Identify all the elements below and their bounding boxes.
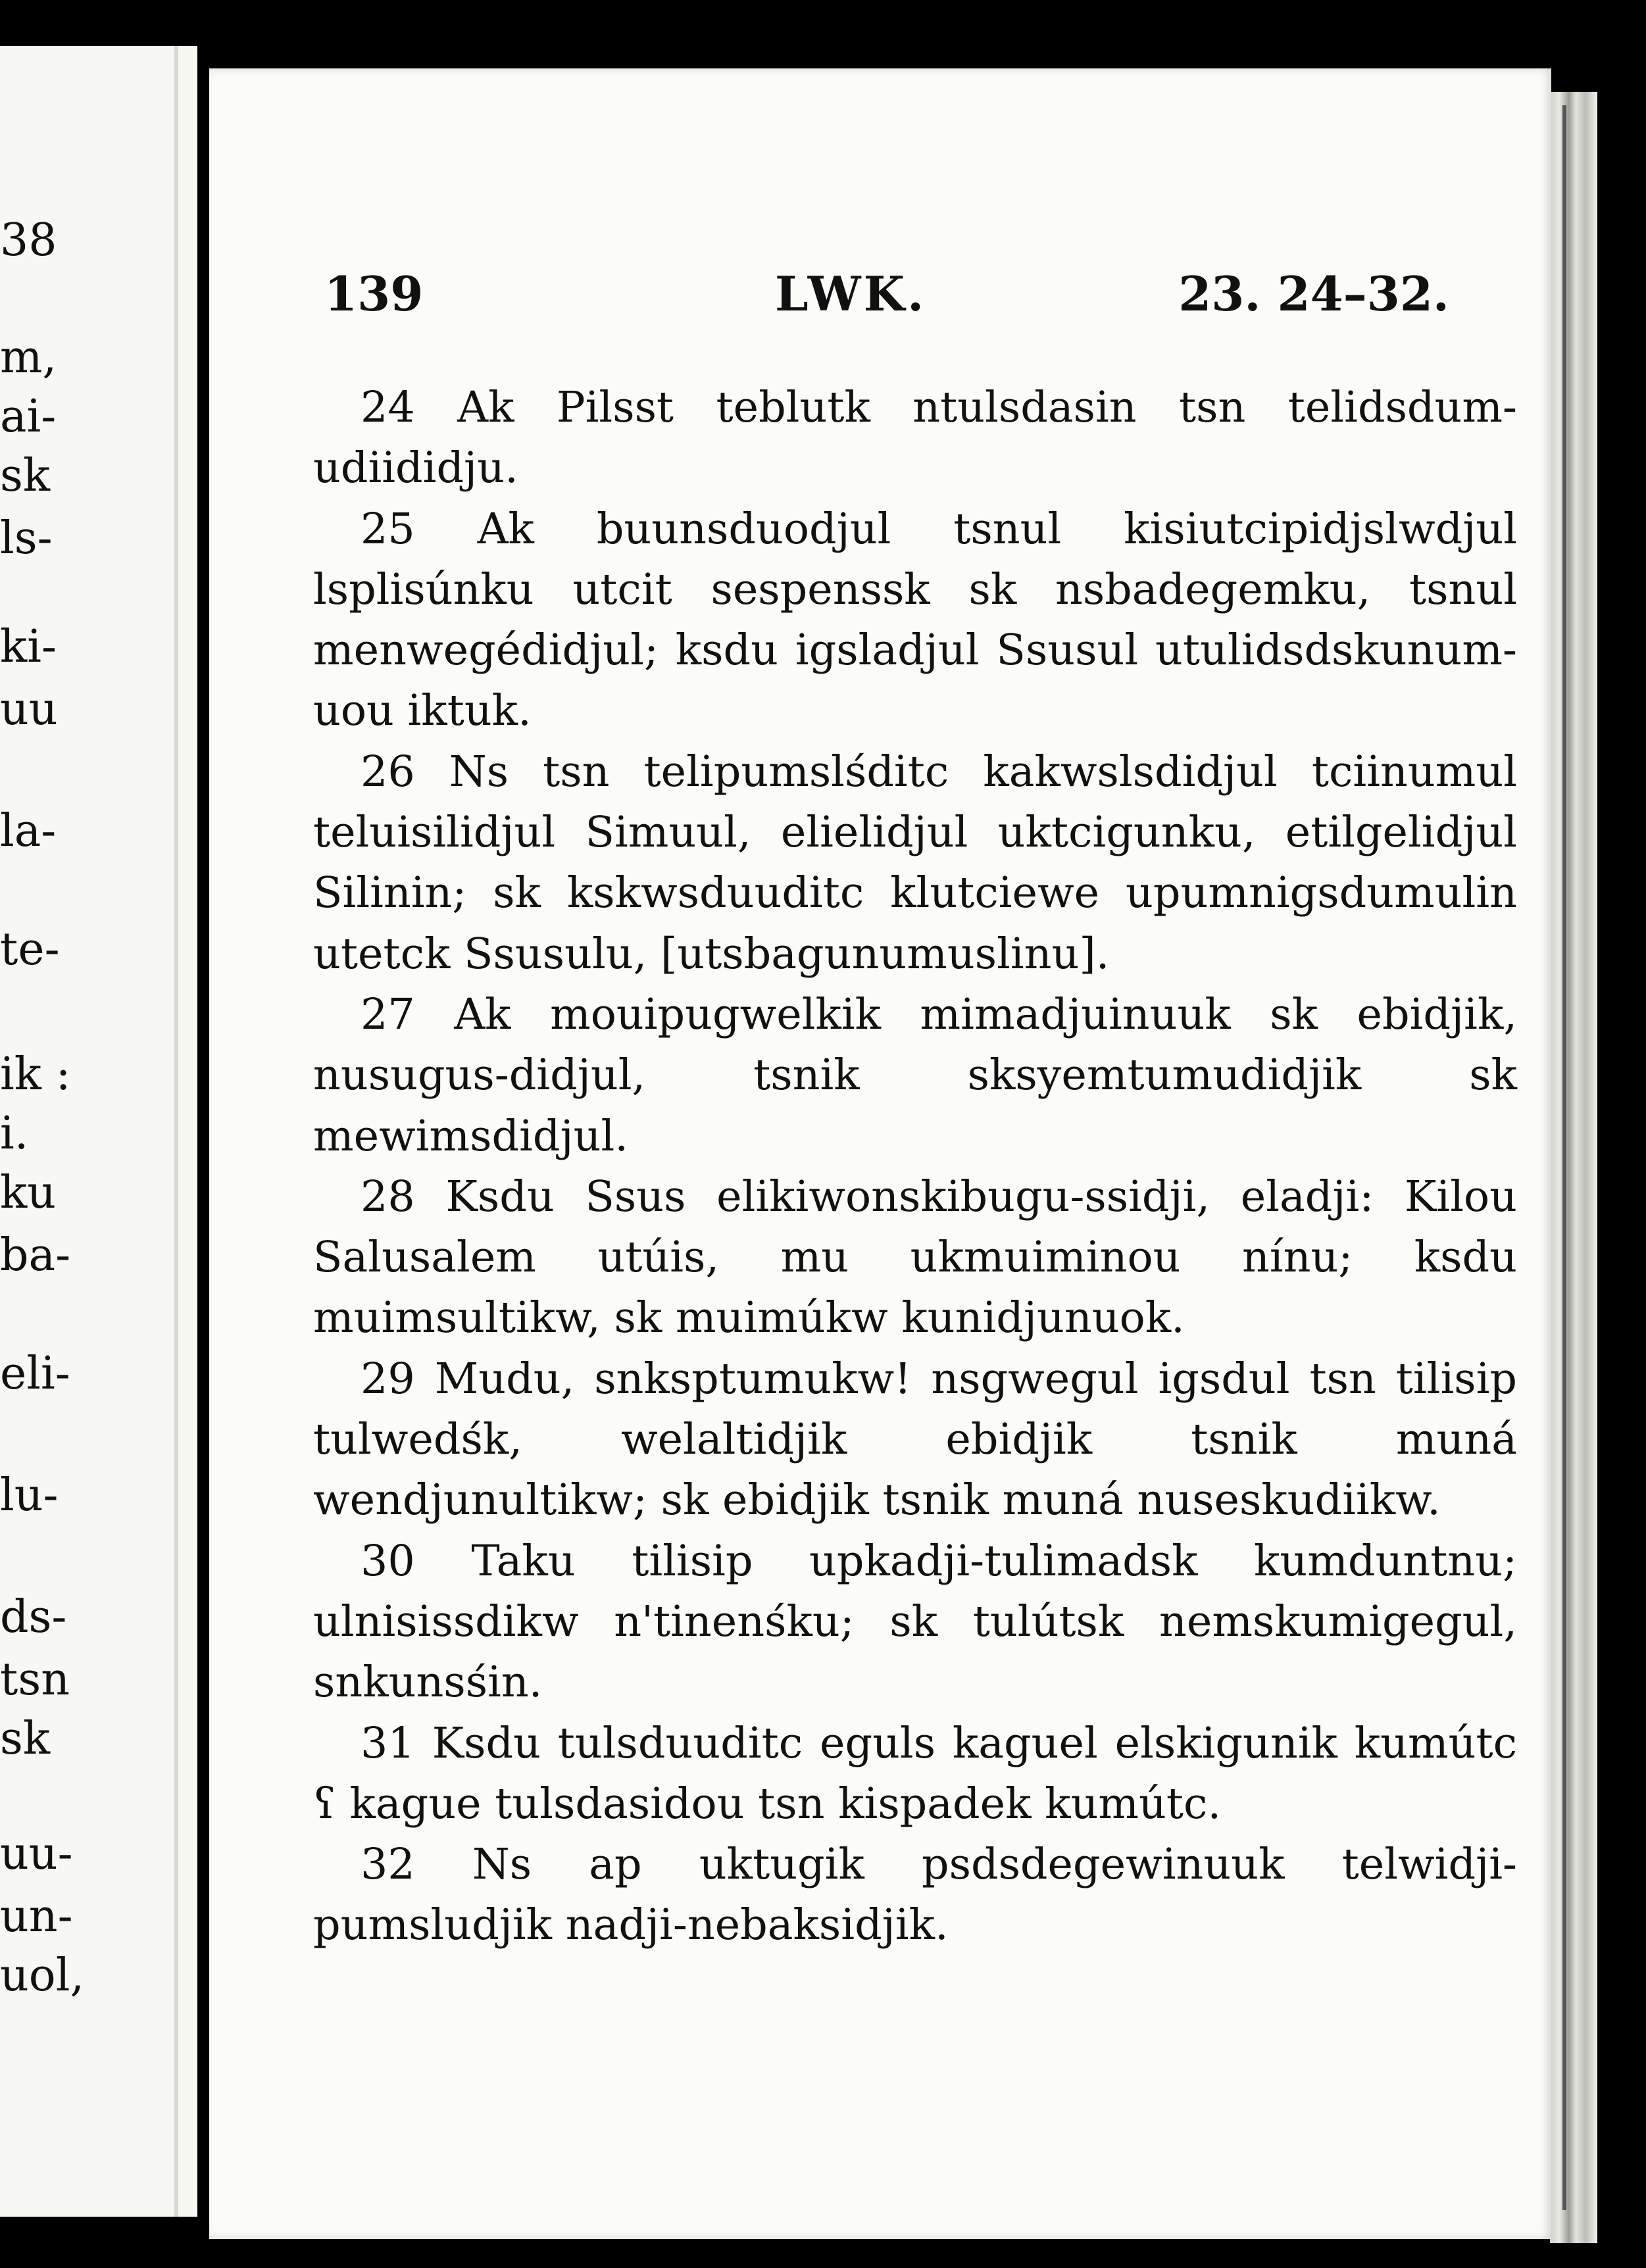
verse-32 <box>313 1835 1517 1956</box>
page-edge <box>174 46 178 2217</box>
left-fragment: ik : <box>0 1048 71 1100</box>
right-page <box>209 68 1551 2239</box>
left-fragment: ku <box>0 1167 56 1219</box>
left-fragment: un- <box>0 1890 73 1942</box>
page-number: 139 <box>324 266 424 322</box>
verse-number: 24 <box>361 383 415 432</box>
verse-24 <box>313 378 1517 499</box>
verse-number: 31 <box>361 1718 415 1768</box>
verse-text: Ak mouipugwelkik mimadjuinuuk sk ebidjik, nusugus-didjul, tsnik sksyemtumudidjik sk mewimsdidjul. <box>313 989 1517 1161</box>
verse-29 <box>313 1349 1517 1531</box>
left-fragment: tsn <box>0 1654 70 1706</box>
verse-text: Ak buunsduodjul tsnul kisiutcipidjslwdjul lsplisúnku utcit sespenssk sk nsbadegemku, tsnul menwegédidjul; ksdu igsladjul Ssusul utulidsdskunum-uou iktuk. <box>313 504 1517 736</box>
left-fragment: ki- <box>0 621 57 673</box>
verse-text: Ns ap uktugik psdsdegewinuuk telwidjipumsludjik nadji-nebaksidjik. <box>313 1840 1517 1950</box>
verse-text: Taku tilisip upkadji-tulimadsk kumduntnu; ulnisissdikw n'tinenśku; sk tulútsk nemskumigegul, snkunsśin. <box>313 1536 1517 1708</box>
verse-number: 25 <box>361 504 415 554</box>
left-fragment: te- <box>0 924 60 975</box>
verse-25 <box>313 499 1517 742</box>
left-fragment: uu <box>0 683 58 735</box>
left-fragment: uol, <box>0 1950 85 2002</box>
left-fragment: ai- <box>0 391 57 443</box>
verse-number: 26 <box>361 747 415 797</box>
verse-text: Ak Pilsst teblutk ntulsdasin tsn telidsdum-udiididju. <box>313 383 1517 493</box>
left-fragment: uu- <box>0 1828 73 1880</box>
chapter-verse-range: 23. 24–32. <box>1178 266 1449 322</box>
left-fragment: la- <box>0 805 57 857</box>
verse-30 <box>313 1531 1517 1713</box>
verse-text: Mudu, snksptumukw! nsgwegul igsdul tsn tilisip tulwedśk, welaltidjik ebidjik tsnik muná wendjunultikw; sk ebidjik tsnik muná nuseskudiikw. <box>313 1354 1517 1525</box>
verse-26 <box>313 742 1517 985</box>
verse-number: 29 <box>361 1354 415 1404</box>
left-fragment: lu- <box>0 1469 59 1521</box>
left-fragment: m, <box>0 332 57 383</box>
page-stack-line <box>1562 105 1566 2210</box>
verse-27 <box>313 985 1517 1167</box>
verse-number: 32 <box>361 1840 415 1890</box>
left-fragment: ls- <box>0 512 53 564</box>
verse-31 <box>313 1713 1517 1835</box>
left-fragment: 38 <box>0 214 57 266</box>
verse-text: Ns tsn telipumslśditc kakwslsdidjul tciinumul teluisilidjul Simuul, elielidjul uktcigunku, etilgelidjul Silinin; sk kskwsduuditc klutciewe upumnigsdumulin utetck Ssusulu, [utsbagunumuslinu]. <box>313 747 1517 979</box>
left-fragment: sk <box>0 450 51 502</box>
running-header <box>209 266 1551 332</box>
verse-text: Ksdu Ssus elikiwonskibugu-ssidji, eladji: Kilou Salusalem utúis, mu ukmuiminou nínu; ksdu muimsultikw, sk muimúkw kunidjunuok. <box>313 1171 1517 1343</box>
verse-number: 28 <box>361 1171 415 1221</box>
left-fragment: ds- <box>0 1591 67 1643</box>
page-stack-edge <box>1550 92 1597 2243</box>
left-page-fragment <box>0 46 197 2217</box>
verse-text: Ksdu tulsduuditc eguls kaguel elskigunik kumútc ʕ kague tulsdasidou tsn kispadek kumútc. <box>313 1718 1517 1829</box>
left-fragment: sk <box>0 1713 51 1765</box>
verse-28 <box>313 1167 1517 1349</box>
left-fragment: eli- <box>0 1348 70 1400</box>
left-fragment: ba- <box>0 1229 71 1281</box>
left-fragment: i. <box>0 1108 29 1160</box>
verse-number: 27 <box>361 989 415 1039</box>
verse-text-block <box>313 378 1517 1956</box>
verse-number: 30 <box>361 1536 415 1586</box>
book-title: LWK. <box>775 266 927 322</box>
